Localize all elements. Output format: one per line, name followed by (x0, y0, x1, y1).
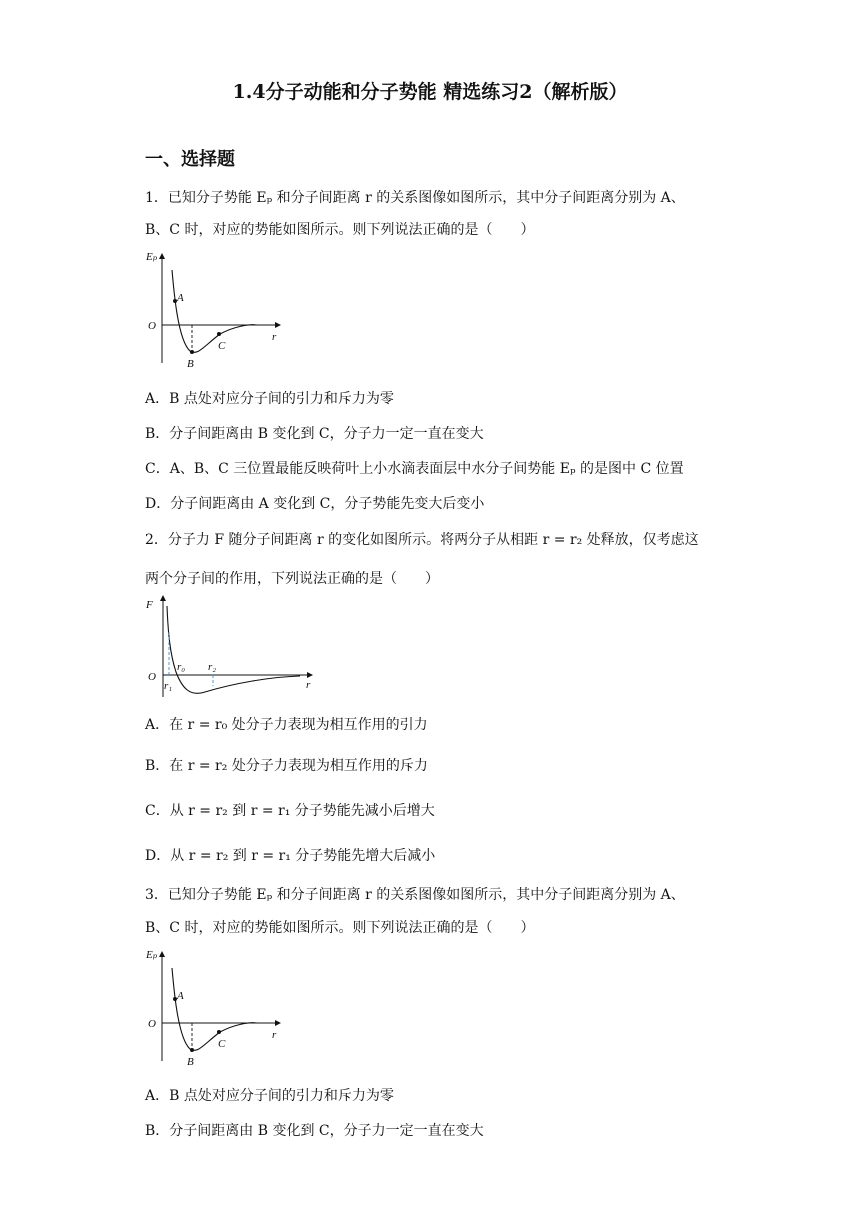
section-heading: 一、选择题 (145, 149, 235, 170)
q3-option-b: B．分子间距离由 B 变化到 C，分子力一定一直在变大 (145, 1123, 484, 1139)
point-c-marker (217, 332, 221, 336)
origin-label: O (148, 671, 156, 683)
q1-option-c: C．A、B、C 三位置最能反映荷叶上小水滴表面层中水分子间势能 Eₚ 的是图中 C 位置 (145, 461, 684, 477)
point-b-marker (190, 1048, 194, 1052)
point-a-label: A (177, 990, 184, 1002)
x-axis-label: r (272, 1029, 277, 1041)
potential-energy-graph-3 (140, 946, 290, 1074)
q2-stem-line1: 2．分子力 F 随分子间距离 r 的变化如图所示。将两分子从相距 r = r₂ 处释放，仅考虑这 (145, 532, 699, 548)
r1-label: r₁ (164, 680, 173, 692)
q2-option-a: A．在 r = r₀ 处分子力表现为相互作用的引力 (145, 717, 428, 733)
origin-label: O (148, 1018, 156, 1030)
point-a-label: A (177, 292, 184, 304)
potential-curve (172, 270, 257, 352)
page-title: 1.4分子动能和分子势能 精选练习2（解析版） (232, 81, 628, 103)
q2-option-c: C．从 r = r₂ 到 r = r₁ 分子势能先减小后增大 (145, 803, 435, 819)
q2-option-b: B．在 r = r₂ 处分子力表现为相互作用的斥力 (145, 758, 428, 774)
y-axis-label: Eₚ (146, 251, 158, 263)
potential-curve (172, 968, 257, 1050)
x-axis-label: r (306, 679, 311, 691)
x-axis-label: r (272, 331, 277, 343)
q3-stem-line1: 3．已知分子势能 Eₚ 和分子间距离 r 的关系图像如图所示，其中分子间距离分别为 A、 (145, 887, 685, 903)
origin-label: O (148, 320, 156, 332)
point-b-label: B (187, 1056, 194, 1068)
point-b-marker (190, 350, 194, 354)
q1-stem-line1: 1．已知分子势能 Eₚ 和分子间距离 r 的关系图像如图所示，其中分子间距离分别为 A、 (145, 190, 685, 206)
point-b-label: B (187, 358, 194, 370)
q2-option-d: D．从 r = r₂ 到 r = r₁ 分子势能先增大后减小 (145, 848, 436, 864)
y-axis-label: F (146, 599, 153, 611)
force-curve (167, 606, 300, 693)
q3-stem-line2: B、C 时，对应的势能如图所示。则下列说法正确的是（ ） (145, 920, 535, 936)
point-c-label: C (218, 340, 226, 352)
point-c-label: C (218, 1038, 226, 1050)
molecular-force-graph (140, 592, 320, 702)
q1-option-d: D．分子间距离由 A 变化到 C，分子势能先变大后变小 (145, 496, 485, 512)
r0-label: r₀ (177, 661, 186, 673)
q1-option-a: A．B 点处对应分子间的引力和斥力为零 (145, 391, 394, 407)
r2-label: r₂ (208, 661, 217, 673)
q2-stem-line2: 两个分子间的作用，下列说法正确的是（ ） (145, 571, 439, 587)
q1-option-b: B．分子间距离由 B 变化到 C，分子力一定一直在变大 (145, 426, 484, 442)
q1-stem-line2: B、C 时，对应的势能如图所示。则下列说法正确的是（ ） (145, 222, 535, 238)
y-axis-label: Eₚ (146, 949, 158, 961)
potential-energy-graph-1 (140, 248, 290, 376)
point-c-marker (217, 1030, 221, 1034)
q3-option-a: A．B 点处对应分子间的引力和斥力为零 (145, 1088, 394, 1104)
